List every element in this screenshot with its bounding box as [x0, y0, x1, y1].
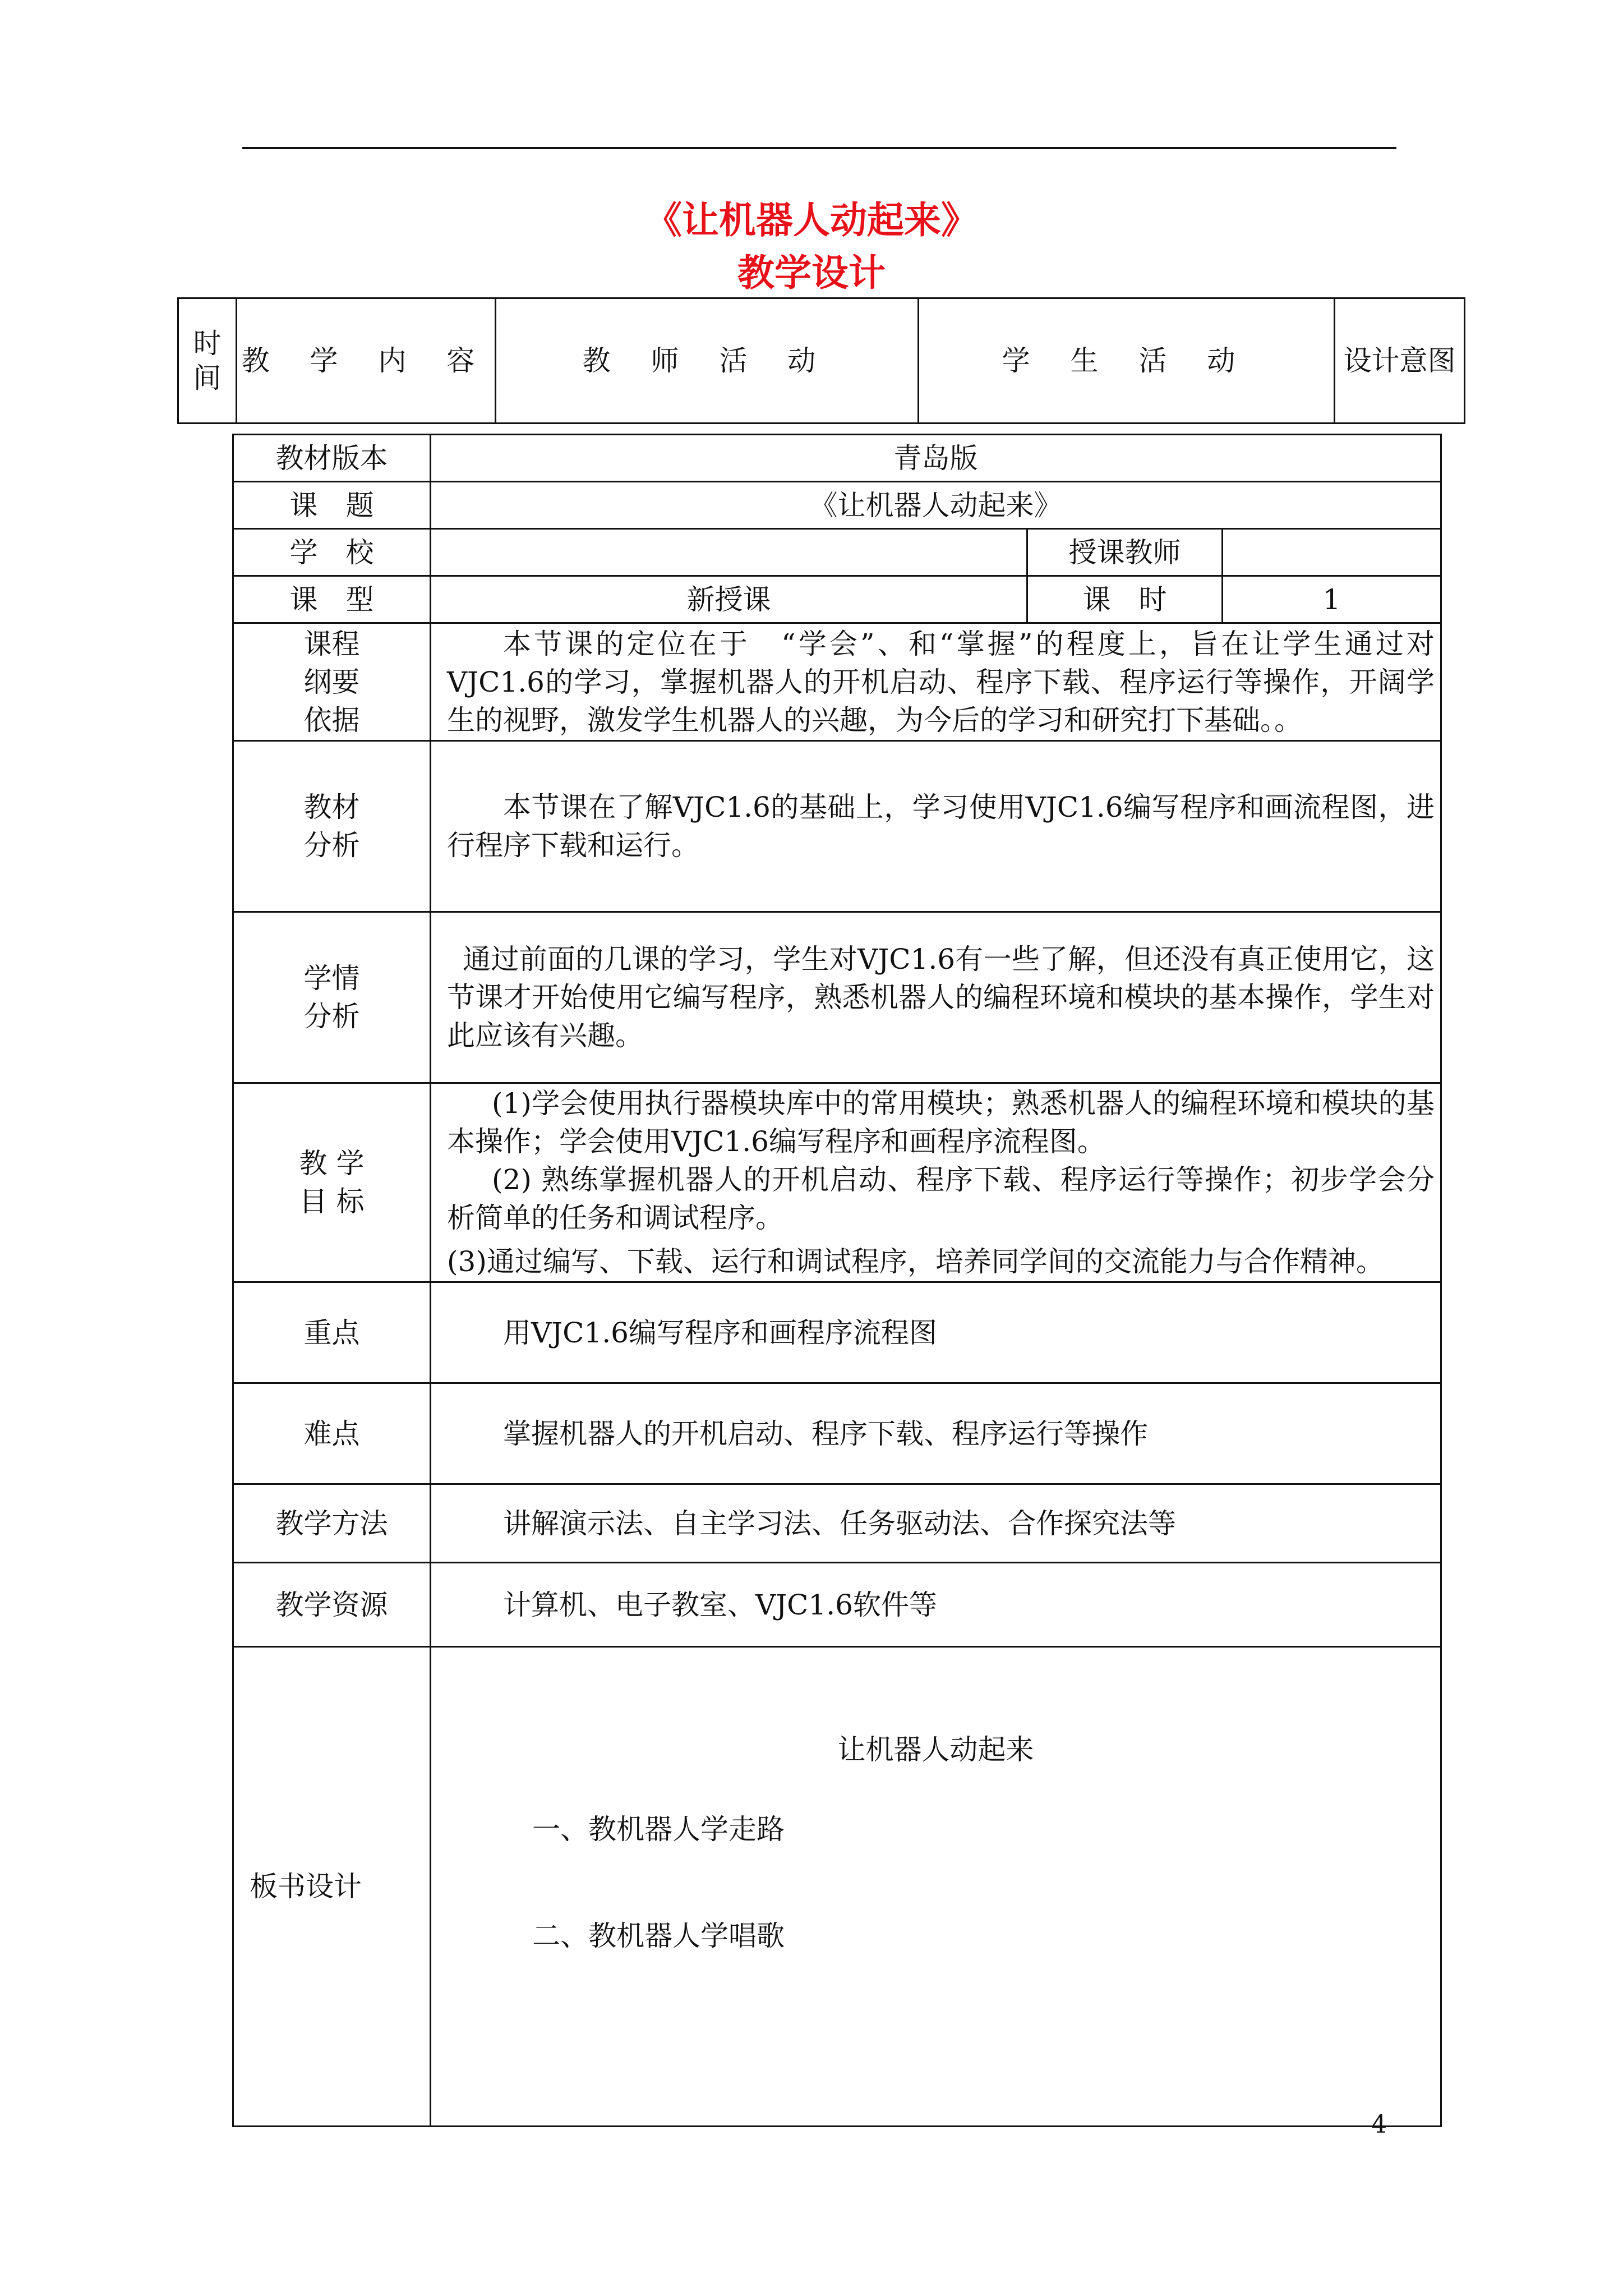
difficulty-text: 掌握机器人的开机启动、程序下载、程序运行等操作	[431, 1383, 1441, 1484]
method-label: 教学方法	[233, 1484, 431, 1563]
syllabus-text: 本节课的定位在于 “学会”、和“掌握”的程度上，旨在让学生通过对VJC1.6的学习，掌握机器人的开机启动、程序下载、程序运行等操作，开阔学生的视野，激发学生机器人的兴趣，为今后的学习和研究打下基础。。	[447, 627, 1435, 737]
syllabus-label-line: 依据	[303, 703, 360, 737]
edition-value: 青岛版	[431, 435, 1441, 482]
header-rule	[242, 147, 1396, 149]
goal-item: (3)通过编写、下载、运行和调试程序，培养同学间的交流能力与合作精神。	[447, 1245, 1384, 1278]
syllabus-cell	[431, 623, 1441, 741]
goals-label	[233, 1083, 431, 1282]
topic-value: 《让机器人动起来》	[431, 482, 1441, 529]
topic-label: 课 题	[233, 482, 431, 529]
edition-label: 教材版本	[233, 435, 431, 482]
hours-value: 1	[1223, 576, 1441, 623]
header-cell-time	[178, 298, 237, 424]
learner-label-line: 分析	[303, 1000, 360, 1033]
board-title: 让机器人动起来	[837, 1733, 1034, 1766]
teacher-value	[1223, 529, 1441, 576]
school-label: 学 校	[233, 529, 431, 576]
method-text: 讲解演示法、自主学习法、任务驱动法、合作探究法等	[431, 1484, 1441, 1563]
document-title: 《让机器人动起来》	[645, 198, 978, 242]
goals-label-line: 目 标	[299, 1185, 365, 1218]
material-text: 本节课在了解VJC1.6的基础上，学习使用VJC1.6编写程序和画流程图，进行程序下载和运行。	[447, 791, 1435, 862]
goal-item: (1)学会使用执行器模块库中的常用模块；熟悉机器人的编程环境和模块的基本操作；学会使用VJC1.6编写程序和画程序流程图。	[447, 1087, 1435, 1158]
learner-cell	[431, 912, 1441, 1083]
lesson-info-table	[232, 434, 1442, 2127]
key-text: 用VJC1.6编写程序和画程序流程图	[431, 1282, 1441, 1383]
syllabus-label-line: 课程	[303, 627, 360, 660]
header-time-label: 时间	[193, 327, 222, 394]
resource-label: 教学资源	[233, 1563, 431, 1647]
goals-cell	[431, 1083, 1441, 1282]
material-cell	[431, 741, 1441, 912]
syllabus-label	[233, 623, 431, 741]
learner-label	[233, 912, 431, 1083]
header-cell-student: 学 生 活 动	[919, 298, 1335, 424]
page-number: 4	[1371, 2110, 1387, 2139]
material-label-line: 教材	[303, 791, 360, 823]
type-label: 课 型	[233, 576, 431, 623]
header-cell-teacher: 教 师 活 动	[496, 298, 919, 424]
goals-label-line: 教 学	[299, 1147, 365, 1180]
key-label: 重点	[233, 1282, 431, 1383]
resource-text: 计算机、电子教室、VJC1.6软件等	[431, 1563, 1441, 1647]
board-item: 二、教机器人学唱歌	[532, 1920, 785, 1952]
goal-item: (2) 熟练掌握机器人的开机启动、程序下载、程序运行等操作；初步学会分析简单的任务和调试程序。	[447, 1163, 1435, 1234]
header-cell-content: 教 学 内 容	[237, 298, 496, 424]
learner-text: 通过前面的几课的学习，学生对VJC1.6有一些了解，但还没有真正使用它，这节课才开始使用它编写程序，熟悉机器人的编程环境和模块的基本操作，学生对此应该有兴趣。	[447, 943, 1435, 1052]
difficulty-label: 难点	[233, 1383, 431, 1484]
teacher-label: 授课教师	[1027, 529, 1223, 576]
hours-label: 课 时	[1027, 576, 1223, 623]
header-table	[177, 297, 1465, 424]
board-item: 一、教机器人学走路	[532, 1813, 785, 1846]
school-value	[431, 529, 1027, 576]
syllabus-label-line: 纲要	[303, 665, 360, 698]
board-cell	[431, 1647, 1441, 2127]
document-subtitle: 教学设计	[737, 251, 886, 295]
material-label	[233, 741, 431, 912]
board-label: 板书设计	[233, 1647, 431, 2127]
learner-label-line: 学情	[303, 962, 360, 995]
material-label-line: 分析	[303, 829, 360, 862]
header-cell-intent: 设计意图	[1335, 298, 1465, 424]
type-value: 新授课	[431, 576, 1027, 623]
